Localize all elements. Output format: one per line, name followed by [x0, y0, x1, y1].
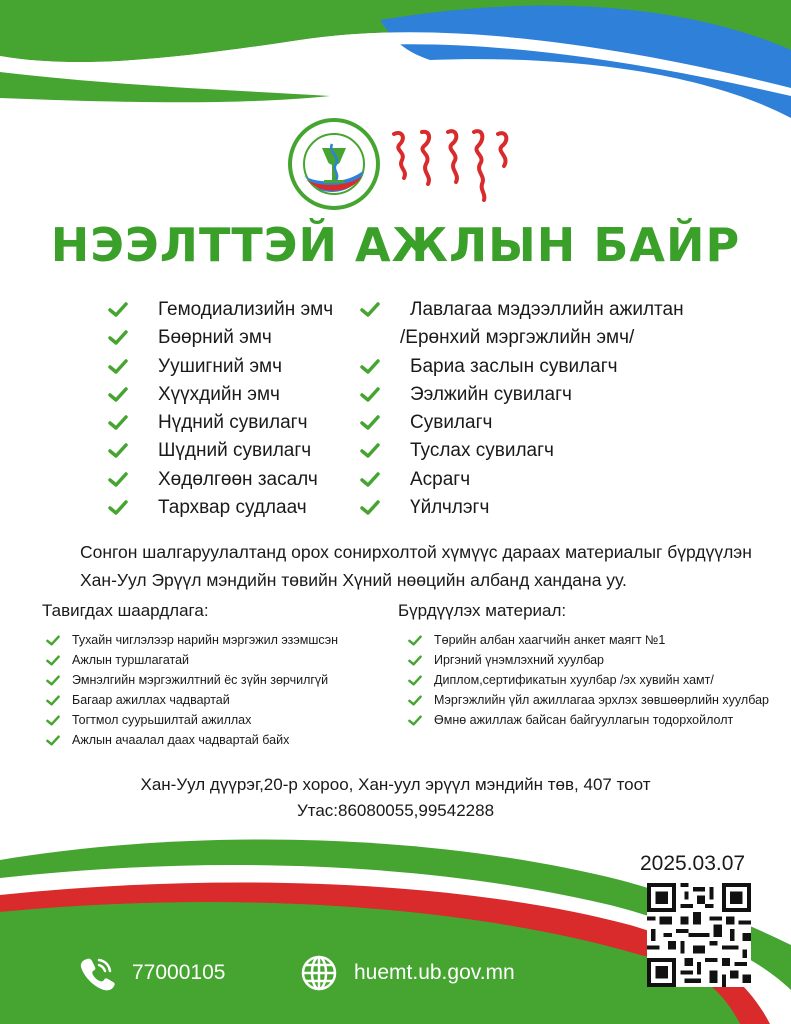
- date-label: 2025.03.07: [640, 852, 746, 875]
- qr-code[interactable]: [647, 883, 751, 987]
- check-icon: [46, 635, 60, 646]
- list-item: Багаар ажиллах чадвартай: [46, 690, 338, 710]
- intro-paragraph: [80, 538, 780, 594]
- list-item: Хүүхдийн эмч: [108, 381, 333, 409]
- list-item: Лавлагаа мэдээллийн ажилтан: [360, 296, 684, 324]
- check-icon: [46, 695, 60, 706]
- check-icon: [360, 443, 380, 458]
- check-icon: [46, 675, 60, 686]
- intro-line-1: Сонгон шалгаруулалтанд орох сонирхолтой хүмүүс дараах материалыг бүрдүүлэн: [80, 542, 752, 562]
- list-item: Уушигний эмч: [108, 353, 333, 381]
- check-icon: [408, 675, 422, 686]
- check-icon: [408, 715, 422, 726]
- list-item: Иргэний үнэмлэхний хуулбар: [408, 650, 769, 670]
- list-item: Өмнө ажиллаж байсан байгууллагын тодорхойлолт: [408, 710, 769, 730]
- check-icon: [108, 472, 128, 487]
- check-icon: [46, 735, 60, 746]
- list-item: Диплом,сертификатын хуулбар /эх хувийн хамт/: [408, 670, 769, 690]
- hospital-logo: [288, 118, 380, 210]
- mongolian-script-graphic: [386, 124, 521, 204]
- website-contact[interactable]: [300, 953, 515, 993]
- list-item: Мэргэжлийн үйл ажиллагаа эрхлэх зөвшөөрлийн хуулбар: [408, 690, 769, 710]
- list-item: Хөдөлгөөн засалч: [108, 466, 333, 494]
- positions-left-list: [108, 296, 333, 522]
- phone-number: 77000105: [132, 961, 226, 984]
- check-icon: [360, 472, 380, 487]
- check-icon: [360, 500, 380, 515]
- list-item: Тухайн чиглэлээр нарийн мэргэжил эзэмшсэн: [46, 630, 338, 650]
- phone-icon: [78, 954, 116, 992]
- globe-icon: [300, 954, 338, 992]
- list-item: Бариа заслын сувилагч: [360, 353, 684, 381]
- check-icon: [46, 655, 60, 666]
- list-item-continuation: /Ерөнхий мэргэжлийн эмч/: [400, 327, 635, 349]
- list-item: Эмнэлгийн мэргэжилтний ёс зүйн зөрчилгүй: [46, 670, 338, 690]
- address-block: [0, 772, 791, 824]
- list-item: Нүдний сувилагч: [108, 409, 333, 437]
- requirements-title: Тавигдах шаардлага:: [42, 601, 209, 620]
- page-title: НЭЭЛТТЭЙ АЖЛЫН БАЙР: [50, 218, 741, 272]
- list-item: Үйлчлэгч: [360, 494, 684, 522]
- intro-line-2: Хан-Уул Эрүүл мэндийн төвийн Хүний нөөцийн албанд хандана уу.: [80, 570, 627, 590]
- phone-line: Утас:86080055,99542288: [296, 801, 495, 820]
- list-item: Төрийн албан хаагчийн анкет маягт №1: [408, 630, 769, 650]
- check-icon: [46, 715, 60, 726]
- materials-title: Бүрдүүлэх материал:: [398, 601, 567, 620]
- list-item: Туслах сувилагч: [360, 437, 684, 465]
- phone-contact[interactable]: [78, 953, 225, 993]
- requirements-list: [46, 630, 338, 750]
- check-icon: [408, 635, 422, 646]
- website-link: huemt.ub.gov.mn: [354, 961, 515, 984]
- list-item: Тархвар судлаач: [108, 494, 333, 522]
- check-icon: [408, 695, 422, 706]
- list-item: Асрагч: [360, 466, 684, 494]
- list-item: Тогтмол суурьшилтай ажиллах: [46, 710, 338, 730]
- check-icon: [360, 387, 380, 402]
- materials-list: [408, 630, 769, 730]
- check-icon: [108, 415, 128, 430]
- check-icon: [108, 330, 128, 345]
- check-icon: [360, 415, 380, 430]
- list-item: Ээлжийн сувилагч: [360, 381, 684, 409]
- check-icon: [360, 302, 380, 317]
- address-line: Хан-Уул дүүрэг,20-р хороо, Хан-уул эрүүл мэндийн төв, 407 тоот: [140, 775, 651, 794]
- list-item: Сувилагч: [360, 409, 684, 437]
- check-icon: [360, 359, 380, 374]
- check-icon: [108, 387, 128, 402]
- list-item: Ажлын ачаалал даах чадвартай байх: [46, 730, 338, 750]
- list-item: Ажлын туршлагатай: [46, 650, 338, 670]
- check-icon: [108, 500, 128, 515]
- positions-right-list: [360, 296, 684, 522]
- list-item: Гемодиализийн эмч: [108, 296, 333, 324]
- list-item: Шүдний сувилагч: [108, 437, 333, 465]
- check-icon: [108, 443, 128, 458]
- check-icon: [108, 302, 128, 317]
- check-icon: [108, 359, 128, 374]
- list-item: Бөөрний эмч: [108, 324, 333, 352]
- check-icon: [408, 655, 422, 666]
